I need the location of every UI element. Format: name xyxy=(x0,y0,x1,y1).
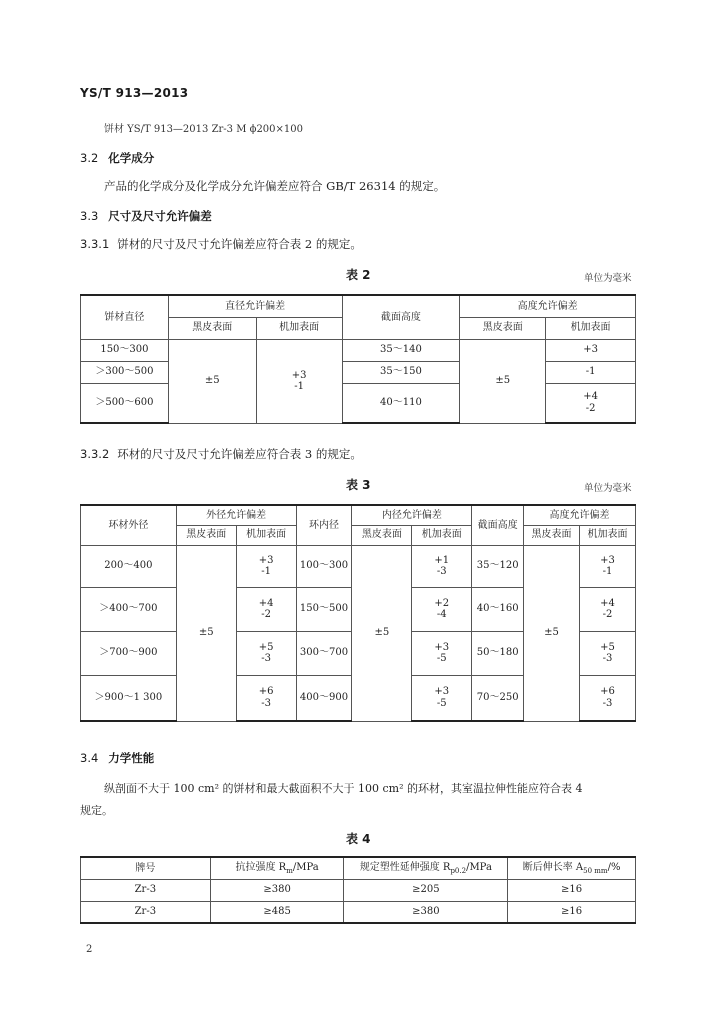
minus-tolerance: -3 xyxy=(602,653,613,664)
table-cell xyxy=(412,631,472,675)
minus-tolerance: -2 xyxy=(585,402,596,414)
table-cell xyxy=(580,545,636,587)
table-cell xyxy=(236,545,296,587)
table-cell: ＞700～900 xyxy=(81,631,177,675)
minus-tolerance: -2 xyxy=(602,609,613,620)
table-cell: Zr-3 xyxy=(81,901,211,923)
table-cell: 50～180 xyxy=(472,631,524,675)
table-2-caption: 表 2 xyxy=(346,268,371,282)
plus-tolerance: +1 xyxy=(434,554,450,566)
section-3-3-1-text xyxy=(80,236,362,252)
header-subscript: m xyxy=(286,866,293,875)
header-cell: 牌号 xyxy=(81,857,211,879)
header-cell: 外径允许偏差 xyxy=(176,505,296,525)
header-cell xyxy=(508,857,636,879)
table-cell: ±5 xyxy=(352,545,412,721)
table-4-caption: 表 4 xyxy=(346,832,371,846)
header-cell xyxy=(210,857,344,879)
plus-tolerance: +6 xyxy=(600,686,615,698)
header-cell: 黑皮表面 xyxy=(176,525,236,545)
table-cell: ＞300～500 xyxy=(81,361,169,383)
header-cell: 环内径 xyxy=(296,505,352,545)
minus-tolerance: -1 xyxy=(294,381,304,392)
minus-tolerance: -3 xyxy=(261,697,271,709)
header-text: 规定塑性延伸强度 R xyxy=(359,861,451,873)
table-cell: 35～140 xyxy=(342,339,460,361)
table-cell xyxy=(546,383,636,423)
table-cell xyxy=(236,675,296,721)
table-cell: -1 xyxy=(546,361,636,383)
standard-number-header: YS/T 913—2013 xyxy=(80,86,189,100)
header-cell: 饼材直径 xyxy=(81,295,169,339)
plus-tolerance: +3 xyxy=(600,554,615,566)
table-cell xyxy=(580,675,636,721)
header-unit: /MPa xyxy=(292,861,319,873)
section-3-4-text-line1: 纵剖面不大于 100 cm² 的饼材和最大截面积不大于 100 cm² 的环材，其室温拉伸性能应符合表 4 xyxy=(104,782,583,795)
plus-tolerance: +4 xyxy=(600,597,615,609)
header-cell: 机加表面 xyxy=(546,317,636,339)
table-cell xyxy=(412,587,472,631)
minus-tolerance: -3 xyxy=(602,697,613,709)
plus-tolerance: +3 xyxy=(434,686,450,698)
section-number: 3.3.1 xyxy=(80,237,110,251)
header-subscript: 50 mm xyxy=(583,866,608,875)
table-cell: 150～500 xyxy=(296,587,352,631)
plus-tolerance: +5 xyxy=(600,641,615,653)
table-cell: 150～300 xyxy=(81,339,169,361)
section-title: 化学成分 xyxy=(108,151,155,165)
plus-tolerance: +3 xyxy=(258,554,274,566)
section-number: 3.3.2 xyxy=(80,447,110,461)
minus-tolerance: -1 xyxy=(261,566,271,577)
section-3-2-text: 产品的化学成分及化学成分允许偏差应符合 GB/T 26314 的规定。 xyxy=(104,179,446,193)
table-cell: ±5 xyxy=(460,339,546,423)
table-cell: 40～110 xyxy=(342,383,460,423)
section-number: 3.4 xyxy=(80,751,99,765)
table-cell: ≥205 xyxy=(344,879,508,901)
minus-tolerance: -5 xyxy=(436,697,447,709)
table-cell: ＞500～600 xyxy=(81,383,169,423)
table-cell xyxy=(236,631,296,675)
section-number: 3.2 xyxy=(80,151,99,165)
table-cell xyxy=(580,631,636,675)
header-cell: 截面高度 xyxy=(342,295,460,339)
table-cell xyxy=(236,587,296,631)
table-cell: 70～250 xyxy=(472,675,524,721)
section-number: 3.3 xyxy=(80,209,99,223)
table-cell: +3 xyxy=(546,339,636,361)
section-3-2-heading xyxy=(80,150,154,166)
header-cell: 机加表面 xyxy=(236,525,296,545)
header-cell: 机加表面 xyxy=(580,525,636,545)
plus-tolerance: +4 xyxy=(583,391,598,403)
header-cell: 直径允许偏差 xyxy=(168,295,342,317)
header-cell: 黑皮表面 xyxy=(460,317,546,339)
section-3-4-text-line2: 规定。 xyxy=(80,804,113,817)
header-cell: 机加表面 xyxy=(412,525,472,545)
minus-tolerance: -2 xyxy=(261,609,271,620)
table-cell: ±5 xyxy=(176,545,236,721)
table-cell: ±5 xyxy=(524,545,580,721)
header-text: 断后伸长率 A xyxy=(522,861,584,873)
table-cell: ＞400～700 xyxy=(81,587,177,631)
header-cell: 内径允许偏差 xyxy=(352,505,472,525)
table-cell: ≥16 xyxy=(508,879,636,901)
header-text: 抗拉强度 R xyxy=(235,861,287,873)
paragraph-text: 环材的尺寸及尺寸允许偏差应符合表 3 的规定。 xyxy=(117,447,362,461)
header-cell: 黑皮表面 xyxy=(352,525,412,545)
table-cell: ≥380 xyxy=(210,879,344,901)
section-title: 尺寸及尺寸允许偏差 xyxy=(108,209,212,223)
table-cell: 40～160 xyxy=(472,587,524,631)
table-cell xyxy=(256,339,342,423)
minus-tolerance: -5 xyxy=(436,653,447,664)
section-3-3-heading xyxy=(80,208,212,224)
table-cell: 300～700 xyxy=(296,631,352,675)
section-title: 力学性能 xyxy=(108,751,155,765)
table-cell: 35～120 xyxy=(472,545,524,587)
plus-tolerance: +6 xyxy=(258,686,274,698)
paragraph-text: 饼材的尺寸及尺寸允许偏差应符合表 2 的规定。 xyxy=(117,237,362,251)
header-cell: 环材外径 xyxy=(81,505,177,545)
minus-tolerance: -1 xyxy=(602,566,613,577)
plus-tolerance: +4 xyxy=(258,597,274,609)
table-3-unit: 单位为毫米 xyxy=(584,483,632,494)
table-3-caption: 表 3 xyxy=(346,478,371,492)
header-cell: 截面高度 xyxy=(472,505,524,545)
header-cell: 黑皮表面 xyxy=(168,317,256,339)
table-cell: ≥485 xyxy=(210,901,344,923)
table-cell xyxy=(412,545,472,587)
plus-tolerance: +5 xyxy=(258,641,274,653)
table-cell: 400～900 xyxy=(296,675,352,721)
header-cell: 高度允许偏差 xyxy=(460,295,636,317)
table-cell: ±5 xyxy=(168,339,256,423)
header-unit: /% xyxy=(607,861,621,873)
header-cell xyxy=(344,857,508,879)
table-cell: 100～300 xyxy=(296,545,352,587)
plus-tolerance: +3 xyxy=(434,641,450,653)
section-3-3-2-text xyxy=(80,446,362,462)
table-3 xyxy=(80,504,636,722)
header-unit: /MPa xyxy=(466,861,492,873)
minus-tolerance: -3 xyxy=(261,653,271,664)
section-3-4-heading xyxy=(80,750,154,766)
page-number: 2 xyxy=(86,944,93,955)
plus-tolerance: +2 xyxy=(434,597,450,609)
table-cell xyxy=(580,587,636,631)
header-cell: 高度允许偏差 xyxy=(524,505,636,525)
table-4 xyxy=(80,856,636,924)
table-cell: ≥16 xyxy=(508,901,636,923)
header-subscript: p0.2 xyxy=(450,866,467,875)
table-cell: 200～400 xyxy=(81,545,177,587)
minus-tolerance: -4 xyxy=(436,609,447,620)
table-2-unit: 单位为毫米 xyxy=(584,273,632,284)
table-cell: ≥380 xyxy=(344,901,508,923)
marking-example: 饼材 YS/T 913—2013 Zr-3 M ϕ200×100 xyxy=(104,124,303,135)
table-2 xyxy=(80,294,636,424)
minus-tolerance: -3 xyxy=(436,566,447,577)
table-cell: ＞900～1 300 xyxy=(81,675,177,721)
table-cell: Zr-3 xyxy=(81,879,211,901)
table-cell: 35～150 xyxy=(342,361,460,383)
header-cell: 黑皮表面 xyxy=(524,525,580,545)
table-cell xyxy=(412,675,472,721)
header-cell: 机加表面 xyxy=(256,317,342,339)
plus-tolerance: +3 xyxy=(291,369,307,381)
